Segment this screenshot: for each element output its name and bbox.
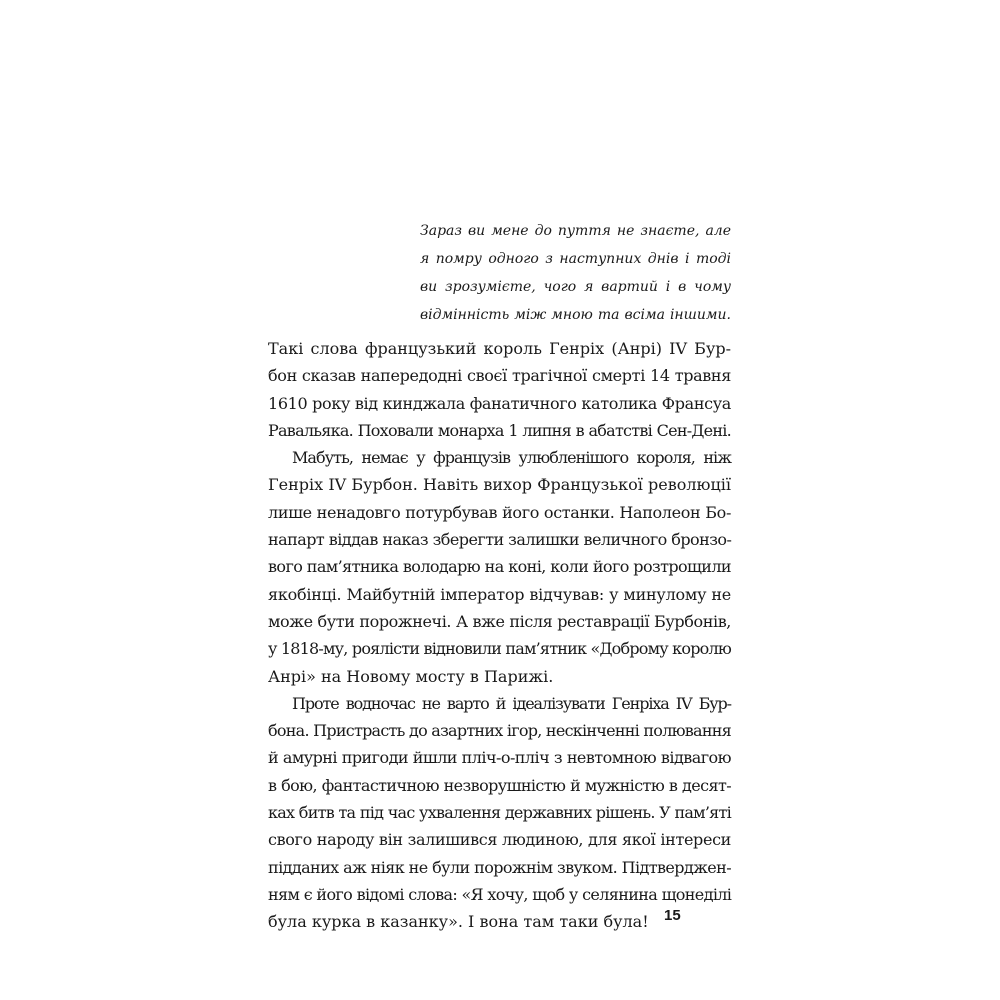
text-line: напарт віддав наказ зберегти залишки величного бронзо- — [268, 530, 732, 550]
text-line: ням є його відомі слова: «Я хочу, щоб у селянина щонеділі — [268, 884, 732, 904]
text-line: Равальяка. Поховали монарха 1 липня в абатстві Сен-Дені. — [268, 420, 731, 440]
body-text — [268, 335, 731, 936]
epigraph-line: ви зрозумієте, чого я вартий і в чому — [420, 279, 731, 295]
text-line: Генріх IV Бурбон. Навіть вихор Французької революції — [268, 475, 731, 495]
page-number: 15 — [664, 907, 681, 924]
text-line: бона. Пристрасть до азартних ігор, нескінченні полювання — [268, 721, 731, 741]
text-line: була курка в казанку». І вона там таки була! — [268, 912, 649, 932]
text-line: бон сказав напередодні своєї трагічної смерті 14 травня — [268, 366, 731, 386]
text-line: лише ненадовго потурбував його останки. Наполеон Бо- — [268, 502, 731, 522]
epigraph-line: я помру одного з наступних днів і тоді — [420, 251, 731, 267]
text-line: свого народу він залишився людиною, для якої інтереси — [268, 830, 731, 850]
epigraph-line: відмінність між мною та всіма іншими. — [420, 307, 731, 323]
text-line: в бою, фантастичною незворушністю й мужністю в десят- — [268, 775, 731, 795]
epigraph-line: Зараз ви мене до пуття не знаєте, але — [420, 223, 731, 239]
text-line: Проте водночас не варто й ідеалізувати Генріха IV Бур- — [292, 693, 731, 713]
text-line: якобінці. Майбутній імператор відчував: у минулому не — [268, 584, 731, 604]
text-line: Такі слова французький король Генріх (Анрі) IV Бур- — [268, 339, 731, 358]
text-line: Анрі» на Новому мосту в Парижі. — [268, 666, 554, 686]
epigraph — [420, 217, 731, 329]
text-line: 1610 року від кинджала фанатичного католика Франсуа — [268, 393, 731, 413]
text-line: ках битв та під час ухвалення державних рішень. У пам’яті — [268, 803, 731, 823]
text-line: підданих аж ніяк не були порожнім звуком. Підтверджен- — [268, 857, 731, 877]
text-line: вого пам’ятника володарю на коні, коли його розтрощили — [268, 557, 731, 577]
text-line: Мабуть, немає у французів улюбленішого короля, ніж — [292, 448, 731, 468]
text-line: у 1818-му, роялісти відновили пам’ятник «Доброму королю — [268, 639, 731, 659]
text-line: й амурні пригоди йшли пліч-о-пліч з невтомною відвагою — [268, 748, 731, 768]
text-line: може бути порожнечі. А вже після реставрації Бурбонів, — [268, 611, 731, 631]
